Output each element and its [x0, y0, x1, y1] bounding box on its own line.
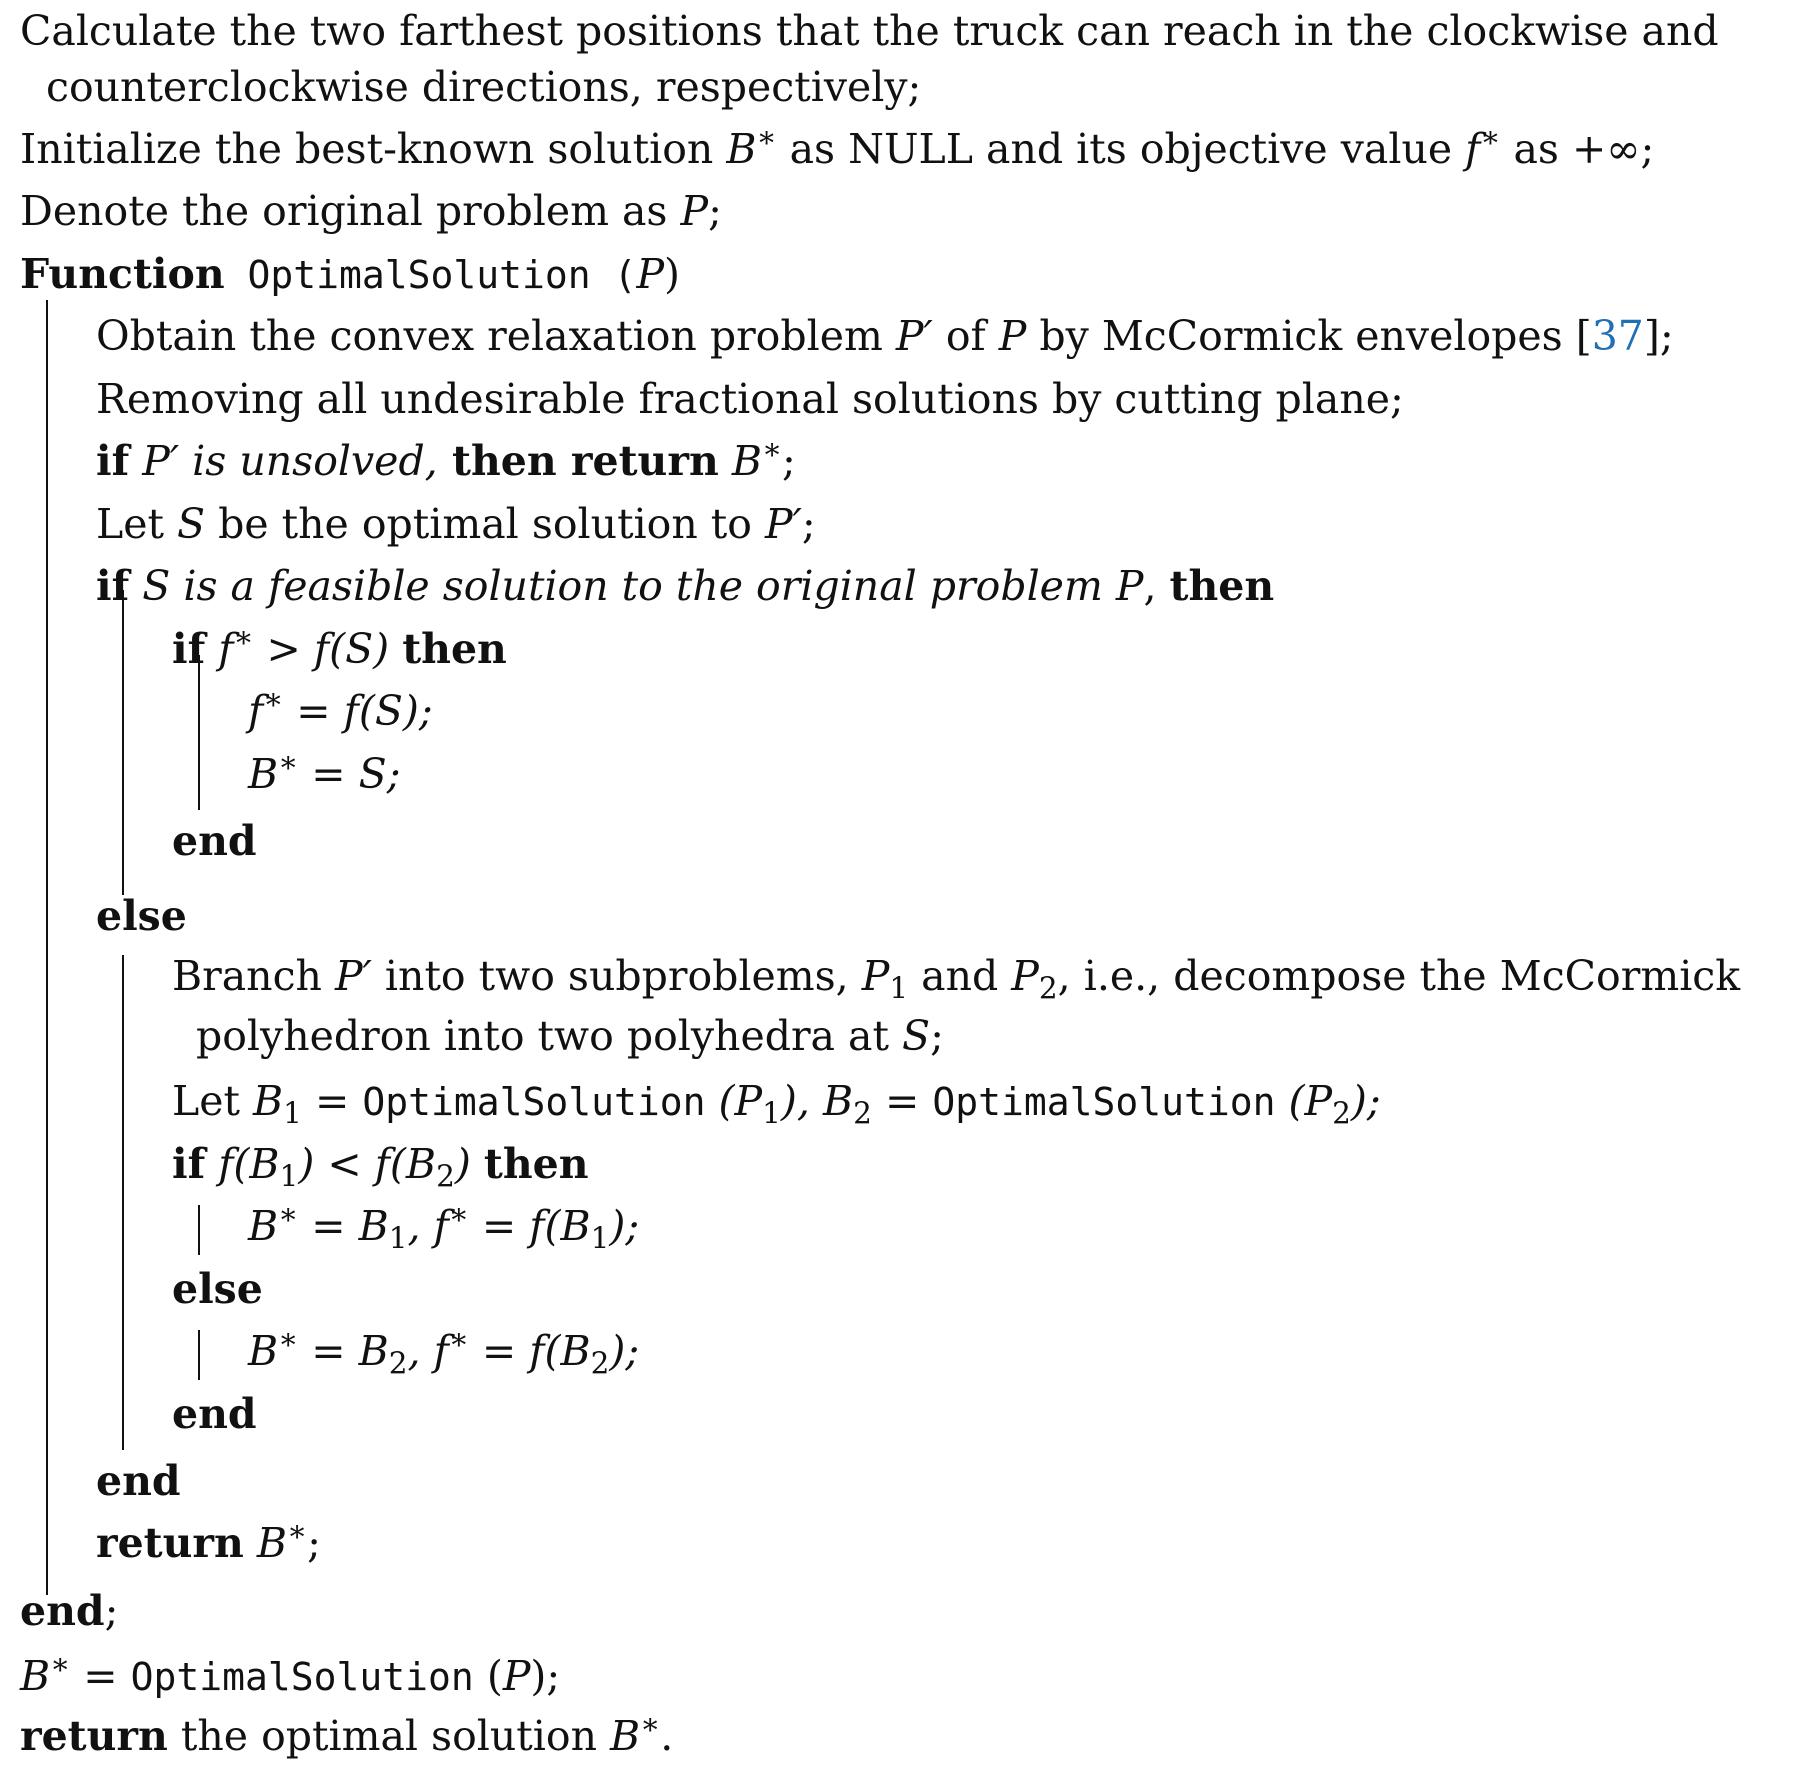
line-text: Calculate the two farthest positions that the truck can reach in the clockwise and — [20, 7, 1719, 55]
math-var: B — [248, 750, 279, 798]
line-text: , i.e., decompose the McCormick — [1057, 952, 1741, 1000]
math-var: S — [902, 1012, 931, 1060]
math-var: P′ — [764, 500, 802, 548]
line-text: ; — [104, 1587, 119, 1635]
line-text: Branch — [172, 952, 335, 1000]
algo-line — [96, 885, 187, 948]
math-sub: 2 — [1332, 1096, 1351, 1131]
line-text: be the optimal solution to — [205, 500, 765, 548]
math-var: B — [248, 1327, 279, 1375]
keyword: then return — [437, 437, 719, 485]
math-sup: ∗ — [287, 1513, 308, 1548]
scope-bar-else-inner — [198, 1330, 200, 1380]
line-text: into two subproblems, — [371, 952, 862, 1000]
line-text: Let — [96, 500, 177, 548]
math-sup: ∗ — [761, 431, 783, 466]
algo-line — [96, 555, 1274, 618]
keyword: end — [172, 1390, 257, 1438]
citation-link[interactable]: 37 — [1591, 312, 1644, 360]
algo-line — [20, 1645, 560, 1708]
math-var: P — [998, 312, 1027, 360]
math-expr: = S; — [298, 750, 401, 798]
line-text: Obtain the convex relaxation problem — [96, 312, 896, 360]
math-sup: ∗ — [278, 1321, 299, 1356]
math-var: S — [177, 500, 206, 548]
algo-line — [196, 1005, 944, 1068]
keyword: else — [172, 1265, 263, 1313]
scope-bar-else — [122, 955, 124, 1450]
algo-line — [172, 1258, 263, 1321]
keyword: end — [172, 817, 257, 865]
algo-line — [20, 243, 680, 306]
math-expr: (P — [1275, 1077, 1333, 1125]
line-text: and — [908, 952, 1012, 1000]
line-text: Removing all undesirable fractional solutions by cutting plane; — [96, 375, 1404, 423]
condition: S is a feasible solution to the original problem P — [129, 562, 1144, 610]
math-var: B — [253, 1077, 284, 1125]
math-var: P′ — [334, 952, 372, 1000]
keyword: end — [20, 1587, 105, 1635]
math-var: f — [1465, 125, 1481, 173]
math-sub: 1 — [279, 1159, 299, 1194]
line-text: = — [70, 1652, 131, 1700]
line-text: ) — [664, 250, 681, 298]
line-text: as +∞; — [1500, 125, 1655, 173]
line-text: . — [660, 1712, 674, 1760]
function-name: OptimalSolution — [932, 1080, 1276, 1124]
algo-line — [96, 430, 796, 493]
algo-line — [96, 305, 1674, 368]
math-expr: , f — [407, 1202, 449, 1250]
math-expr: ) < f(B — [298, 1140, 437, 1188]
algo-line — [96, 493, 816, 556]
algo-line — [20, 180, 722, 243]
math-var: B — [243, 1519, 288, 1567]
math-var: B — [718, 437, 762, 485]
algo-line — [96, 1512, 321, 1575]
math-expr: ) — [454, 1140, 484, 1188]
math-var: P — [1011, 952, 1039, 1000]
line-text: Let — [172, 1077, 253, 1125]
line-text: ; — [782, 437, 796, 485]
math-sup: ∗ — [448, 1196, 469, 1231]
scope-bar-if-feasible — [122, 590, 124, 895]
math-sub: 1 — [283, 1096, 302, 1131]
keyword: if — [96, 437, 130, 485]
algo-line — [248, 1320, 639, 1383]
math-expr: ); — [609, 1327, 640, 1375]
function-name: OptimalSolution — [362, 1080, 706, 1124]
keyword: then — [1169, 562, 1275, 610]
math-expr: ); — [1350, 1077, 1381, 1125]
math-sup: ∗ — [756, 119, 777, 154]
condition: P′ is unsolved, — [129, 437, 438, 485]
algo-line — [248, 680, 433, 743]
algo-line — [20, 1705, 673, 1768]
line-text: of — [932, 312, 999, 360]
math-sub: 1 — [388, 1221, 408, 1256]
math-sup: ∗ — [233, 619, 254, 654]
math-var: P — [680, 187, 709, 235]
math-var: B — [726, 125, 757, 173]
math-var: P′ — [895, 312, 933, 360]
algo-line — [248, 743, 401, 806]
algo-line — [96, 368, 1404, 431]
math-sub: 1 — [590, 1221, 610, 1256]
algo-line — [20, 118, 1654, 181]
algo-line — [172, 1070, 1381, 1133]
line-text: the optimal solution — [167, 1712, 611, 1760]
math-sub: 2 — [388, 1346, 408, 1381]
math-sub: 1 — [889, 971, 909, 1006]
algo-line — [172, 1133, 589, 1196]
keyword: end — [96, 1457, 181, 1505]
math-expr: ), B — [780, 1077, 854, 1125]
math-var: P — [861, 952, 890, 1000]
line-text: = — [301, 1077, 363, 1125]
math-expr: > f(S) — [253, 625, 403, 673]
math-var: P — [636, 250, 665, 298]
line-text: ; — [930, 1012, 944, 1060]
math-sup: ∗ — [640, 1706, 661, 1741]
math-sup: ∗ — [263, 681, 284, 716]
keyword: if — [172, 625, 206, 673]
math-sub: 2 — [853, 1096, 872, 1131]
keyword: then — [483, 1140, 589, 1188]
math-var: f — [248, 687, 264, 735]
algo-line — [172, 810, 257, 873]
math-sup: ∗ — [448, 1321, 469, 1356]
line-text: Initialize the best-known solution — [20, 125, 727, 173]
line-text: ; — [708, 187, 722, 235]
math-sup: ∗ — [278, 744, 299, 779]
math-sub: 2 — [590, 1346, 610, 1381]
math-var: B — [20, 1652, 51, 1700]
line-text: by McCormick envelopes [ — [1026, 312, 1592, 360]
line-text: as NULL and its objective value — [776, 125, 1466, 173]
line-text: ; — [307, 1519, 321, 1567]
math-expr: (P — [705, 1077, 763, 1125]
math-var: B — [610, 1712, 641, 1760]
line-text: polyhedron into two polyhedra at — [196, 1012, 902, 1060]
line-text: counterclockwise directions, respectively; — [46, 63, 922, 111]
algo-line — [248, 1195, 639, 1258]
math-expr: = f(B — [468, 1202, 591, 1250]
algo-line — [20, 56, 921, 119]
keyword: Function — [20, 250, 225, 298]
algo-line — [172, 945, 1740, 1008]
keyword: if — [172, 1140, 206, 1188]
algo-line — [96, 1450, 181, 1513]
keyword: then — [402, 625, 507, 673]
function-name: OptimalSolution ( — [224, 253, 637, 297]
math-sub: 1 — [762, 1096, 781, 1131]
math-expr: ); — [609, 1202, 640, 1250]
line-text: ]; — [1643, 312, 1674, 360]
keyword: if — [96, 562, 130, 610]
line-text: ; — [801, 500, 816, 548]
function-name: OptimalSolution — [130, 1655, 474, 1699]
math-expr: = f(S); — [283, 687, 433, 735]
line-text: = — [871, 1077, 933, 1125]
line-text: Denote the original problem as — [20, 187, 681, 235]
scope-bar-function — [46, 300, 48, 1595]
line-text: ); — [530, 1652, 561, 1700]
line-text: , — [1143, 562, 1170, 610]
math-var: B — [248, 1202, 279, 1250]
math-expr: = f(B — [468, 1327, 591, 1375]
algo-line — [20, 1580, 118, 1643]
math-sub: 2 — [436, 1159, 455, 1194]
math-var: f — [205, 625, 234, 673]
keyword: else — [96, 892, 187, 940]
math-sup: ∗ — [278, 1196, 299, 1231]
math-expr: f(B — [205, 1140, 280, 1188]
math-sup: ∗ — [1480, 119, 1501, 154]
math-sub: 2 — [1038, 971, 1058, 1006]
keyword: return — [20, 1712, 168, 1760]
math-expr: = B — [298, 1202, 389, 1250]
algo-line — [20, 0, 1719, 63]
math-var: P — [502, 1652, 531, 1700]
line-text: ( — [473, 1652, 503, 1700]
algo-line — [172, 1383, 257, 1446]
algo-line — [172, 618, 507, 681]
scope-bar-if-compare — [198, 1205, 200, 1255]
keyword: return — [96, 1519, 244, 1567]
math-sup: ∗ — [50, 1646, 71, 1681]
math-expr: = B — [298, 1327, 389, 1375]
math-expr: , f — [407, 1327, 449, 1375]
